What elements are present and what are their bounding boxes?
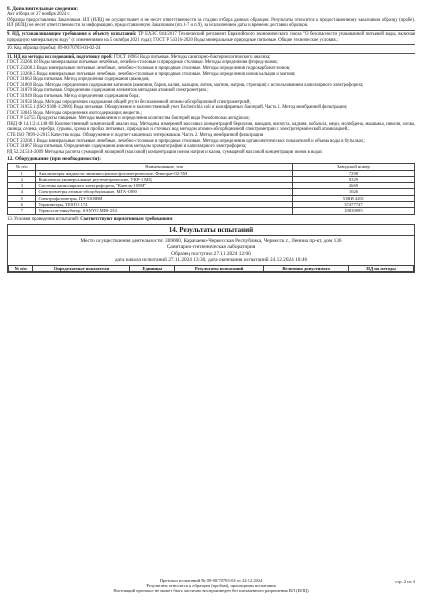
section-methods [7,55,415,156]
section-8-title: 8. Дополнительные сведения: [7,6,79,12]
section-13-label: 13. Условия проведения испытаний: [7,216,80,222]
serial-number: 37477747 [292,202,414,208]
col-number-header: № п/п [9,266,33,272]
divider [7,53,415,54]
col-indicator-header: Определяемые показатели [33,266,130,272]
method-item: РД 52.24.514-2009 Методика расчета суммарной молярной (массовой) концентрации ионов натрия и калия, суммарной массовой концентрации ионов в водах [7,149,323,155]
method-item: ГОСТ 23268.18 Воды минеральные питьевые лечебные, лечебно-столовые и природные столовые. Методы определения фторид-ионов; [7,60,278,66]
method-item: ГОСТ 31867 Вода питьевая. Определение содержания анионов методом хроматографии и капиллярного электрофореза; [7,144,247,150]
col-units-header: Единицы [130,266,175,272]
row-number: 5 [8,195,36,201]
serial-number: 53ВИ 4201 [292,195,414,201]
sample-code: 10. Код образца (пробы): 09-00/70703-04-02-24 [7,46,101,52]
section-9-text: ТР ЕАЭС 044/2017 Технический регламент Евразийского экономического союза "О безопасности упакованной питьевой воды, включая природную минеральную воду" (с изменениями на 5 октября 2021 года); ГОСТ Р 54316-2020 Воды минеральные природные питьевые. Общие технические условия.; [7,31,415,43]
equipment-name: Системы капиллярного электрофореза, "Капель-105М" [36,183,292,189]
results-box [7,224,415,273]
col-method-header: НД на методы [349,266,414,272]
method-item: ГОСТ 31870 Вода питьевая. Определение содержания элементов методами атомной спектрометрии.; [7,88,209,94]
method-item: ГОСТ 23268.3 Воды минеральные питьевые лечебные, лечебно-столовые и природные столовые. Методы определения гидрокарбонат-ионов; [7,65,291,71]
section-13-text: Соответствуют нормативным требованиям [80,216,173,222]
protocol-page [7,6,415,596]
method-item: ГОСТ 31949 Вода питьевая. Метод определения содержания бора; [7,93,140,99]
col-serial-header: Заводской номер [292,164,414,170]
method-item: ГОСТ Р 54755 Продукты пищевые. Методы выявления и определения количества бактерий вида Pseudomonas aeruginosa; [7,116,250,122]
table-row [8,208,415,214]
row-number: 4 [8,189,36,195]
equipment-name: Термостат-инкубатор, SANYO MIR-254 [36,208,292,214]
col-limit-header: Величина допустимого [264,266,349,272]
results-info [8,236,414,265]
row-number: 7 [8,208,36,214]
method-item: ГОСТ 31863 Вода питьевая. Метод определения содержания цианидов; [7,77,150,83]
section-11-label: 11. НД на методы исследований, подготовку проб: [7,54,113,60]
equipment-name: Анализаторы жидкости люминесцентно-фотометрические, Флюорат-02-5М [36,170,292,176]
footer-copy-restriction: Настоящий протокол не может быть частично воспроизведен без письменного разрешения ИЛ (ИЛЦ) [113,588,309,594]
col-result-header: Результаты испытаний [175,266,264,272]
row-number: 3 [8,183,36,189]
method-item: ГОСТ 23268.5 Воды минеральные питьевые лечебные, лечебно-столовые и природные столовые. Методы определения ионов кальция и магния; [7,71,296,77]
method-item: ГОСТ 33045 Вода. Методы определения азотсодержащих веществ.; [7,110,142,116]
row-number: 6 [8,202,36,208]
method-item: ПНД Ф 14.1:2:4.140-98 Количественный химический анализ вод. Методика измерений массовых концентраций бериллия, ванадия, висмута, кадмия, кобальта, меди, молибдена, мышьяка, никеля, олова, свинца, селена, серебра, сурьмы, хрома в пробах питьевых, природных и сточных вод методом атомно-абсорбционной спектрометрии с электротермической атомизацией.; [7,121,415,133]
section-additional-info [7,6,415,29]
divider [7,44,415,45]
serial-number: 1026 [292,189,414,195]
equipment-name: Спектрометры атомно-абсорбционные, МГА-1000 [36,189,292,195]
results-title: 14. Результаты испытаний [8,225,414,236]
method-item: ГОСТ 18963 Вода питьевая. Методы санитарно-бактериологического анализа; [113,54,271,60]
page-number: стр. 2 из 3 [395,579,415,584]
serial-number: 7298 [292,170,414,176]
col-number-header: № п/п [8,164,36,170]
section-12-title: 12. Оборудование (при необходимости): [7,156,101,163]
place-of-activity: Место осуществления деятельности: 369000, Карачаево-Черкесская Республика, Черкесск г., Ленина пр-кт, дом 136 [80,238,342,245]
page-footer [7,578,415,594]
section-conditions [7,217,415,223]
equipment-name: Комплексы универсальные ртутеметрические, УКР-1 МЦ [36,176,292,182]
equipment-name: Термометры, TESTO 174 [36,202,292,208]
section-equipment [7,156,415,215]
footer-results-note: Результаты относятся к образцам (пробам), прошедшим испытания [146,583,276,589]
sample-received: Образец поступил 27.11.2024 12:00 [171,250,251,257]
serial-number: 10030095 [292,208,414,214]
col-name-header: Наименование, тип [36,164,292,170]
section-9-label: 9. НД, устанавливающие требования к объекту испытаний: [7,31,137,37]
equipment-table [7,163,415,214]
method-item: ГОСТ 23268.1 Воды минеральные питьевые лечебные, лечебно-столовые и природные столовые. Методы определения органолептических показателей и объема воды в бутылках; [7,138,365,144]
disclaimer-text: Образцы предоставлены Заказчиком. ИЛ (ИЛЦ) не осуществляет и не несет ответственности за стадию отбора данных образцов. Результаты относятся к предоставленному заказчиком образцу (пробе). ИЛ (ИЛЦ) не несет ответственности за информацию, предоставленную Заказчиком (пп.1-7 и п.9), за исключением даты и времени доставки образцов. [7,17,415,29]
equipment-name: Спектрофотометры, ПЭ-5300ВИ [36,195,292,201]
table-header-row [9,266,414,272]
results-table [8,265,414,272]
method-item: ГОСТ 31869 Вода. Методы определения содержания катионов (аммония, бария, калия, кальция, лития, магния, натрия, стронция) с использованием капиллярного электрофореза; [7,82,364,88]
row-number: 1 [8,170,36,176]
method-item: ГОСТ 31950 Вода. Методы определения содержания общей ртути беспламенной атомно-абсорбционной спектрометрией; [7,99,251,105]
serial-number: 2669 [292,183,414,189]
test-dates: дата начала испытаний 27.11.2024 13:30, дата окончания испытаний 24.12.2024 10:46 [114,256,308,263]
laboratory-name: Санитарно-гигиеническая лаборатория [166,244,256,251]
serial-number: 0329 [292,176,414,182]
footer-protocol-number: Протокол испытаний № 09-00/70703-04 от 24.12.2024 [159,578,263,583]
row-number: 2 [8,176,36,182]
sampling-act-line: Акт отбора от 27 ноября 2024 г. [7,12,70,18]
method-item: СТБ ISO 7899-2-2015 Качество воды. Обнаружение и подсчет кишечных энтерококков. Часть 2. Метод мембранной фильтрации [7,133,264,139]
divider [7,30,415,31]
section-requirements [7,32,415,43]
method-item: ГОСТ 31955.1 (ISO 9308-1:2000) Вода питьевая. Обнаружение и количественный учет Escherichia coli и колиформных бактерий. Часть 1. Метод мембранной фильтрации; [7,105,348,111]
